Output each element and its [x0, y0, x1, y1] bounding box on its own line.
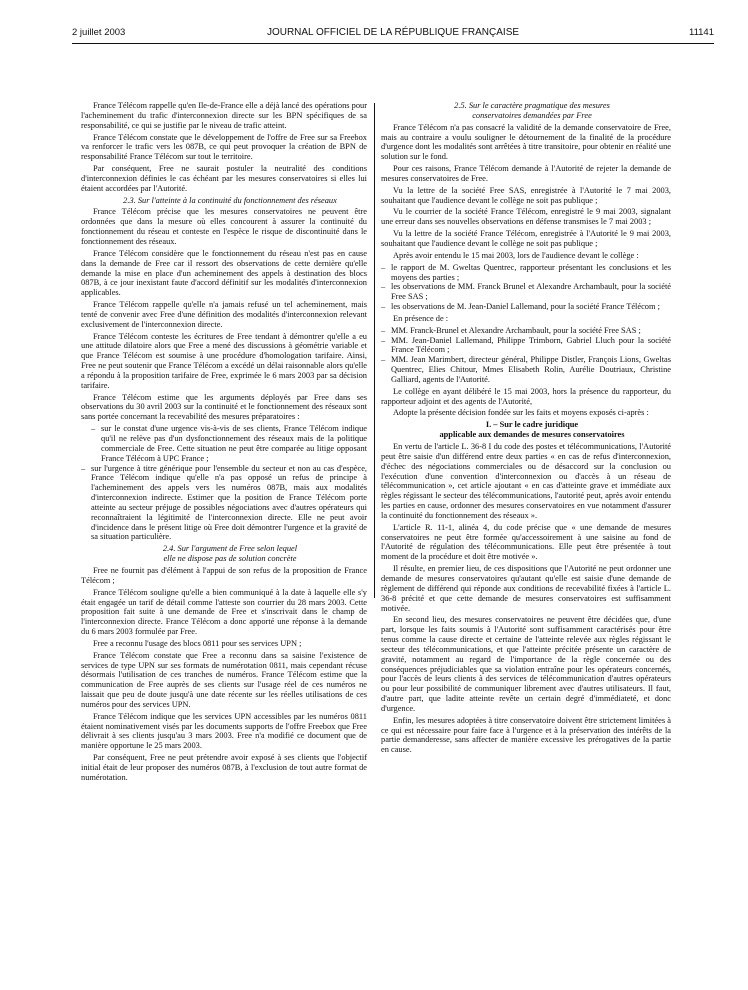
paragraph: France Télécom souligne qu'elle a bien communiqué à la date à laquelle elle s'y était engagée un tarif de détail comme l'atteste son courrier du 28 mars 2003. Cette proposition fait suite à une demande de Free et s'inscrivait dans le champ de l'interconnexion directe. France Télécom a donc apporté une réponse à la demande du 6 mars 2003 formulée par Free. — [81, 587, 367, 637]
paragraph: En vertu de l'article L. 36-8 I du code des postes et télécommunications, l'Autorité peut être saisie d'un différend entre deux parties « en cas de refus d'interconnexion, d'échec des négociations commerciales ou de désaccord sur la conclusion ou l'exécution d'une convention d'interconnexion ou d'accès à un réseau de télécommunication », cet article ajoutant « en cas d'atteinte grave et immédiate aux règles régissant le secteur des télécommunications, l'autorité peut, après avoir entendu les parties en cause, ordonner des mesures conservatoires en vue notamment d'assurer la continuité du fonctionnement des réseaux ». — [381, 442, 671, 520]
paragraph: Par conséquent, Free ne peut prétendre avoir exposé à ses clients que l'objectif initial était de leur proposer des numéros 087B, à l'exclusion de tout autre format de numérotation. — [81, 753, 367, 782]
paragraph: France Télécom considère que le fonctionnement du réseau n'est pas en cause dans la demande de Free car il ressort des observations de cette dernière qu'elle demande la mise en place d'un acheminement des appels à destination des blocs 087B, à ce jour inexistant faute d'accord définitif sur les modalités d'interconnexion applicables. — [81, 248, 367, 298]
paragraph: Après avoir entendu le 15 mai 2003, lors de l'audience devant le collège : — [393, 250, 639, 260]
paragraph: France Télécom précise que les mesures conservatoires ne peuvent être ordonnées que dans la mesure où elles concourent à assurer la continuité du fonctionnement du réseau et conteste en l'espèce le risque de discontinuité dans le fonctionnement des réseaux. — [81, 207, 367, 246]
paragraph: France Télécom estime que les arguments déployés par Free dans ses observations du 30 avril 2003 sur la continuité et le fonctionnement des réseaux sont sans portée concernant la recevabilité des mesures préparatoires : — [81, 392, 367, 422]
paragraph: Free a reconnu l'usage des blocs 0811 pour ses services UPN ; — [93, 638, 302, 648]
paragraph: En second lieu, des mesures conservatoires ne peuvent être décidées que, d'une part, lorsque les faits soumis à l'Autorité sont suffisamment caractérisés pour être tenus comme la cause directe et certaine de l'atteinte relevée aux règles régissant le secteur des télécommunications, et que l'atteinte précitée présente un caractère de gravité, notamment au regard de l'importance de la règle concernée ou des conséquences préjudiciables que sa violation entraîne pour les opérateurs concernés, pour l'accès de leurs clients à des services de télécommunication d'autres opérateurs ou pour leur possibilité de communiquer librement avec d'autres utilisateurs. Il faut, d'autre part, que ladite atteinte revête un certain degré d'immédiateté, et donc d'urgence. — [381, 615, 671, 713]
paragraph: France Télécom constate que le développement de l'offre de Free sur sa Freebox va renforcer le trafic vers les 087B, ce qui peut provoquer la création de BPN de responsabilité France Télécom sur tout le territoire. — [81, 132, 367, 162]
paragraph: France Télécom rappelle qu'en Ile-de-France elle a déjà lancé des opérations pour l'acheminement du trafic d'interconnexion directe sur les BPN spécifiques de sa responsabilité, ce qui se justifie par le niveau de trafic atteint. — [81, 101, 367, 130]
paragraph: Vu la lettre de la société France Télécom, enregistrée à l'Autorité le 9 mai 2003, souhaitant que l'audience devant le collège ne soit pas publique ; — [381, 229, 671, 248]
right-column — [381, 101, 671, 757]
paragraph: Enfin, les mesures adoptées à titre conservatoire doivent être strictement limitées à ce qui est nécessaire pour faire face à l'urgence et à la préservation des intérêts de la partie demanderesse, sans affecter de manière excessive les prérogatives de la partie en cause. — [381, 715, 671, 755]
list-item: – les observations de M. Jean-Daniel Lallemand, pour la société France Télécom ; — [381, 302, 671, 312]
list-item: – sur l'urgence à titre générique pour l'ensemble du secteur et non au cas d'espèce, France Télécom indique qu'elle n'a pas opposé un refus de principe à l'acheminement des appels vers les numéros 087B, mais aux modalités d'interconnexion indirecte. Estimer que la position de France Télécom porte atteinte au secteur préjuge de possibles négociations avec d'autres opérateurs qui reconnaîtraient la légitimité de l'interconnexion directe. Elle ne peut avoir d'incidence dans le présent litige où Free doit démontrer l'urgence et la gravité de sa situation particulière. — [81, 464, 367, 543]
main-heading-I: I. – Sur le cadre juridique — [485, 420, 579, 430]
paragraph: L'article R. 11-1, alinéa 4, du code précise que « une demande de mesures conservatoires ne peut être formée qu'accessoirement à une saisine au fond de l'Autorité de régulation des télécommunications. Elle peut être présentée à tout moment de la procédure et doit être motivée ». — [381, 522, 671, 562]
paragraph: En présence de : — [393, 313, 449, 323]
main-heading-I-sub: applicable aux demandes de mesures conservatoires — [439, 430, 625, 440]
section-heading-2-4-sub: elle ne dispose pas de solution concrète — [163, 554, 297, 564]
paragraph: Vu la lettre de la société Free SAS, enregistrée à l'Autorité le 7 mai 2003, souhaitant que l'audience devant le collège ne soit pas publique ; — [381, 185, 671, 205]
column-divider — [374, 103, 375, 598]
bullet-list — [381, 263, 671, 312]
paragraph: Vu le courrier de la société France Télécom, enregistré le 9 mai 2003, signalant une erreur dans ses nouvelles observations en défense transmises le 7 mai 2003 ; — [381, 207, 671, 227]
paragraph: France Télécom indique que les services UPN accessibles par les numéros 0811 étaient nominativement visés par les documents supports de l'offre Freebox que Free délivrait à ses clients jusqu'au 3 mars 2003. Free n'a modifié ce document que de manière opportune le 25 mars 2003. — [81, 711, 367, 751]
header-page-number: 11141 — [688, 27, 714, 38]
list-item: – MM. Franck-Brunel et Alexandre Archambault, pour la société Free SAS ; — [381, 326, 671, 336]
bullet-list — [81, 424, 367, 542]
paragraph: France Télécom constate que Free a reconnu dans sa saisine l'existence de services de type UPN sur ses formats de numérotation 0811, mais cependant récuse désormais l'utilisation de ces tranches de numéros. France Télécom estime que la communication de Free auprès de ses clients sur l'usage réel de ces numéros ne laissait que peu de doute jusqu'à une date récente sur les réelles utilisations de ces numéros pour des services UPN. — [81, 650, 367, 709]
section-heading-2-3: 2.3. Sur l'atteinte à la continuité du fonctionnement des réseaux — [123, 195, 337, 205]
list-item: – le rapport de M. Gweltas Quentrec, rapporteur présentant les conclusions et les moyens des parties ; — [381, 263, 671, 283]
section-heading-2-4: 2.4. Sur l'argument de Free selon lequel — [162, 544, 298, 554]
paragraph: France Télécom n'a pas consacré la validité de la demande conservatoire de Free, mais au contraire a voulu souligner le détournement de la finalité de la procédure d'urgence dont les modalités sont arrêtées à titre transitoire, pour obtenir en réalité une solution sur le fond. — [381, 122, 671, 162]
paragraph: Adopte la présente décision fondée sur les faits et moyens exposés ci-après : — [393, 408, 649, 418]
paragraph: Free ne fournit pas d'élément à l'appui de son refus de la proposition de France Télécom ; — [81, 565, 367, 585]
header-rule — [72, 43, 714, 44]
list-item: – MM. Jean-Daniel Lallemand, Philippe Trimborn, Gabriel Lluch pour la société France Télécom ; — [381, 336, 671, 356]
list-item: – sur le constat d'une urgence vis-à-vis de ses clients, France Télécom indique qu'il ne relève pas d'un dysfonctionnement des réseaux mais de la politique commerciale de Free. Cette situation ne peut être comparée au litige opposant France Télécom à UPC France ; — [81, 424, 367, 463]
paragraph: Il résulte, en premier lieu, de ces dispositions que l'Autorité ne peut ordonner une demande de mesures conservatoires qu'autant qu'elle est saisie d'une demande de règlement de différend qui réponde aux conditions de recevabilité fixées à l'article L. 36-8 précité et que cette demande de mesures conservatoires est suffisamment motivée. — [381, 564, 671, 613]
list-item: – les observations de MM. Franck Brunel et Alexandre Archambault, pour la société Free SAS ; — [381, 282, 671, 302]
left-column — [81, 101, 367, 785]
page-header — [72, 27, 714, 41]
paragraph: France Télécom rappelle qu'elle n'a jamais refusé un tel acheminement, mais tenté de convenir avec Free d'une définition des modalités d'interconnexion relevant exclusivement de l'interconnexion directe. — [81, 300, 367, 329]
paragraph: Par conséquent, Free ne saurait postuler la neutralité des conditions d'interconnexion définies le cas échéant par les mesures conservatoires si elles lui étaient accordées par l'Autorité. — [81, 164, 367, 193]
paragraph: France Télécom conteste les écritures de Free tendant à démontrer qu'elle a eu une attitude dilatoire alors que Free a mené des discussions à géométrie variable et que France Télécom est soumise à une procédure d'homologation tarifaire. Ainsi, Free ne peut soutenir que France Télécom a excédé un délai raisonnable alors qu'elle a répondu à la proposition tarifaire de Free, exprimée le 6 mars 2003 par sa décision tarifaire. — [81, 331, 367, 390]
section-heading-2-5: 2.5. Sur le caractère pragmatique des mesures — [454, 101, 610, 110]
paragraph: Pour ces raisons, France Télécom demande à l'Autorité de rejeter la demande de mesures conservatoires de Free. — [381, 164, 671, 183]
list-item: – MM. Jean Marimbert, directeur général, Philippe Distler, François Lions, Gweltas Quentrec, Elies Chitour, Mmes Elisabeth Rolin, Aurélie Doutriaux, Christine Galliard, agents de l'Autorité. — [381, 355, 671, 385]
header-journal-title: JOURNAL OFFICIEL DE LA RÉPUBLIQUE FRANÇAISE — [266, 27, 520, 38]
bullet-list — [381, 326, 671, 385]
section-heading-2-5-sub: conservatoires demandées par Free — [472, 110, 592, 120]
paragraph: Le collège en ayant délibéré le 15 mai 2003, hors la présence du rapporteur, du rapporteur adjoint et des agents de l'Autorité, — [381, 386, 671, 406]
header-date: 2 juillet 2003 — [72, 27, 126, 38]
